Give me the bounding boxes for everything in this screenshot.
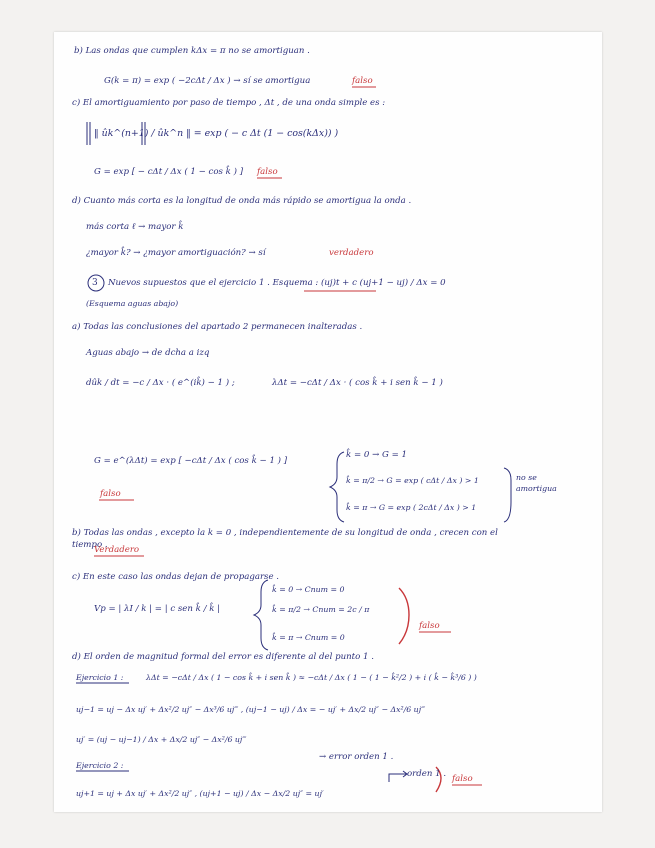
item-a-case-pi: k̂ = π → G = exp ( 2cΔt / Δx ) > 1 bbox=[346, 503, 477, 512]
ejercicio-2-order: orden 1 . bbox=[407, 769, 447, 779]
item-a-ode: dûk / dt = −c / Δx · ( e^(ik̂) − 1 ) ; bbox=[86, 378, 235, 388]
ejercicio-2-taylor: uj+1 = uj + Δx uj′ + Δx²/2 uj″ , (uj+1 − uj) / Δx − Δx/2 uj″ = uj′ bbox=[76, 789, 324, 798]
ejercicio-2-heading: Ejercicio 2 : bbox=[76, 761, 124, 770]
right-brace bbox=[504, 468, 511, 522]
item-c2-verdict: falso bbox=[419, 621, 440, 631]
ejercicio-1-heading: Ejercicio 1 : bbox=[76, 673, 124, 682]
item-a-line1: Aguas abajo → de dcha a izq bbox=[86, 348, 210, 358]
item-d-statement: d) Cuanto más corta es la longitud de onda más rápido se amortigua la onda . bbox=[72, 196, 412, 206]
item-d2-verdict: falso bbox=[452, 774, 473, 784]
left-brace bbox=[330, 452, 344, 522]
ejercicio-1-taylor: uj−1 = uj − Δx uj′ + Δx²/2 uj″ − Δx³/6 uj‴ , (uj−1 − uj) / Δx = − uj′ + Δx/2 uj″ − Δx²/6 uj‴ bbox=[76, 705, 426, 714]
scanned-page bbox=[54, 32, 602, 812]
item-a-lambda: λΔt = −cΔt / Δx · ( cos k̂ + i sen k̂ − 1 ) bbox=[272, 378, 443, 388]
item-d-verdict: verdadero bbox=[329, 248, 374, 258]
item-c2-case-pi: k̂ = π → Cnum = 0 bbox=[272, 633, 345, 642]
item-a-note-1: no se bbox=[516, 473, 537, 482]
exercise-3-note: (Esquema aguas abajo) bbox=[86, 299, 179, 308]
item-a-verdict: falso bbox=[100, 489, 121, 499]
item-a-case-0: k̂ = 0 → G = 1 bbox=[346, 450, 407, 460]
falso-brace-c bbox=[399, 588, 409, 644]
item-b2-cont: tiempo . bbox=[72, 540, 108, 550]
ejercicio-1-error: → error orden 1 . bbox=[319, 752, 394, 762]
item-a-g-formula: G = e^(λΔt) = exp [ −cΔt / Δx ( cos k̂ − 1 ) ] bbox=[94, 456, 288, 466]
item-c-verdict: falso bbox=[257, 167, 278, 177]
item-a-case-pi2: k̂ = π/2 → G = exp ( cΔt / Δx ) > 1 bbox=[346, 476, 479, 485]
item-b-formula: G(k = π) = exp ( −2cΔt / Δx ) → sí se amortigua bbox=[104, 76, 311, 86]
item-c-statement: c) El amortiguamiento por paso de tiempo , Δt , de una onda simple es : bbox=[72, 98, 386, 108]
item-a-note-2: amortigua bbox=[516, 484, 557, 493]
item-b2-statement: b) Todas las ondas , excepto la k = 0 , independientemente de su longitud de onda , crecen con el bbox=[72, 528, 498, 538]
item-d-line2: ¿mayor k̂? → ¿mayor amortiguación? → sí bbox=[86, 248, 266, 258]
item-d-line1: más corta ℓ → mayor k̂ bbox=[86, 222, 184, 232]
item-c-norm-formula: ‖ ûk^(n+1) / ûk^n ‖ = exp ( − c Δt (1 − cos(kΔx)) ) bbox=[94, 128, 339, 139]
item-c2-statement: c) En este caso las ondas dejan de propagarse . bbox=[72, 572, 280, 582]
item-b2-verdict: Verdadero bbox=[94, 545, 140, 555]
item-c2-case-0: k̂ = 0 → Cnum = 0 bbox=[272, 585, 345, 594]
handwritten-math-strokes bbox=[54, 32, 602, 812]
exercise-number: 3 bbox=[92, 278, 98, 288]
item-d2-statement: d) El orden de magnitud formal del error es diferente al del punto 1 . bbox=[72, 652, 374, 662]
item-c2-case-pi2: k̂ = π/2 → Cnum = 2c / π bbox=[272, 605, 370, 614]
ejercicio-1-derivative: uj′ = (uj − uj−1) / Δx + Δx/2 uj″ − Δx²/6 uj‴ bbox=[76, 735, 247, 744]
item-b-verdict: falso bbox=[352, 76, 373, 86]
item-b-statement: b) Las ondas que cumplen kΔx = π no se amortiguan . bbox=[74, 46, 310, 56]
item-c-g-formula: G = exp [ − cΔt / Δx ( 1 − cos k̂ ) ] bbox=[94, 167, 244, 177]
ejercicio-1-lambda: λΔt = −cΔt / Δx ( 1 − cos k̂ + i sen k̂ ) ≈ −cΔt / Δx ( 1 − ( 1 − k̂²/2 ) + i ( k̂ − k̂³/6 ) ) bbox=[146, 673, 477, 682]
exercise-3-intro: Nuevos supuestos que el ejercicio 1 . Esquema : (uj)t + c (uj+1 − uj) / Δx = 0 bbox=[108, 278, 446, 288]
item-c2-vp: Vp = | λI / k | = | c sen k̂ / k̂ | bbox=[94, 604, 221, 614]
item-a-statement: a) Todas las conclusiones del apartado 2 permanecen inalteradas . bbox=[72, 322, 363, 332]
